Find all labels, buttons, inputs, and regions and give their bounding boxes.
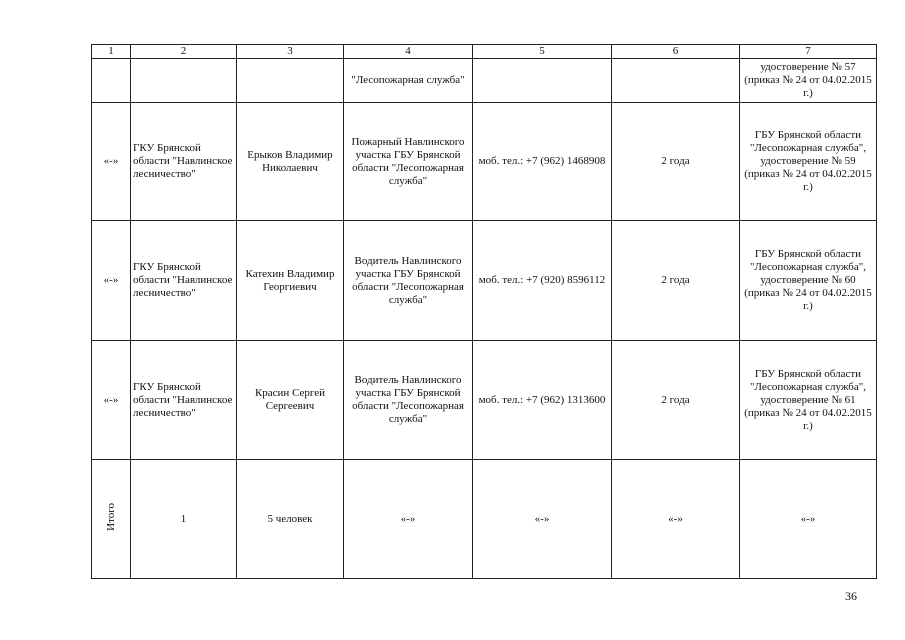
cell-organization: ГКУ Брянской области "Навлинское лесничество": [131, 221, 237, 341]
cell: [473, 59, 612, 103]
cell-organization: ГКУ Брянской области "Навлинское лесничество": [131, 341, 237, 460]
cell-number: «-»: [92, 221, 131, 341]
cell-phone: моб. тел.: +7 (962) 1468908: [473, 103, 612, 221]
cell-total: 1: [131, 460, 237, 579]
header-cell: 5: [473, 45, 612, 59]
cell-certificate: ГБУ Брянской области "Лесопожарная служба", удостоверение № 60 (приказ № 24 от 04.02.2015 г.): [740, 221, 877, 341]
cell-certificate: ГБУ Брянской области "Лесопожарная служба", удостоверение № 59 (приказ № 24 от 04.02.2015 г.): [740, 103, 877, 221]
page-number: 36: [845, 589, 857, 603]
cell-total: 5 человек: [237, 460, 344, 579]
table-row: [92, 59, 877, 103]
cell-total: «-»: [344, 460, 473, 579]
cell-number: «-»: [92, 103, 131, 221]
header-cell: 7: [740, 45, 877, 59]
cell-number: «-»: [92, 341, 131, 460]
table-row: [92, 221, 877, 341]
table-row: [92, 103, 877, 221]
cell-position: Пожарный Навлинского участка ГБУ Брянской области "Лесопожарная служба": [344, 103, 473, 221]
cell-organization: ГКУ Брянской области "Навлинское лесничество": [131, 103, 237, 221]
cell: [612, 59, 740, 103]
cell-name: Красин Сергей Сергеевич: [237, 341, 344, 460]
cell-certificate: ГБУ Брянской области "Лесопожарная служба", удостоверение № 61 (приказ № 24 от 04.02.2015 г.): [740, 341, 877, 460]
cell-position: Водитель Навлинского участка ГБУ Брянской области "Лесопожарная служба": [344, 221, 473, 341]
cell-total: «-»: [740, 460, 877, 579]
cell-experience: 2 года: [612, 103, 740, 221]
total-row: [92, 460, 877, 579]
cell-name: Катехин Владимир Георгиевич: [237, 221, 344, 341]
cell-phone: моб. тел.: +7 (920) 8596112: [473, 221, 612, 341]
header-cell: 2: [131, 45, 237, 59]
cell-experience: 2 года: [612, 341, 740, 460]
total-label: Итого: [104, 503, 117, 531]
cell-position: "Лесопожарная служба": [344, 59, 473, 103]
cell-phone: моб. тел.: +7 (962) 1313600: [473, 341, 612, 460]
header-cell: 1: [92, 45, 131, 59]
cell-position: Водитель Навлинского участка ГБУ Брянской области "Лесопожарная служба": [344, 341, 473, 460]
cell: [131, 59, 237, 103]
cell-total: «-»: [473, 460, 612, 579]
table-row: [92, 341, 877, 460]
header-row: [92, 45, 877, 59]
cell-name: Ерыков Владимир Николаевич: [237, 103, 344, 221]
cell-total-label: [92, 460, 131, 579]
cell-certificate: удостоверение № 57 (приказ № 24 от 04.02.2015 г.): [740, 59, 877, 103]
header-cell: 4: [344, 45, 473, 59]
cell-total: «-»: [612, 460, 740, 579]
cell-experience: 2 года: [612, 221, 740, 341]
cell: [237, 59, 344, 103]
cell: [92, 59, 131, 103]
header-cell: 3: [237, 45, 344, 59]
staff-table: [91, 44, 877, 579]
header-cell: 6: [612, 45, 740, 59]
